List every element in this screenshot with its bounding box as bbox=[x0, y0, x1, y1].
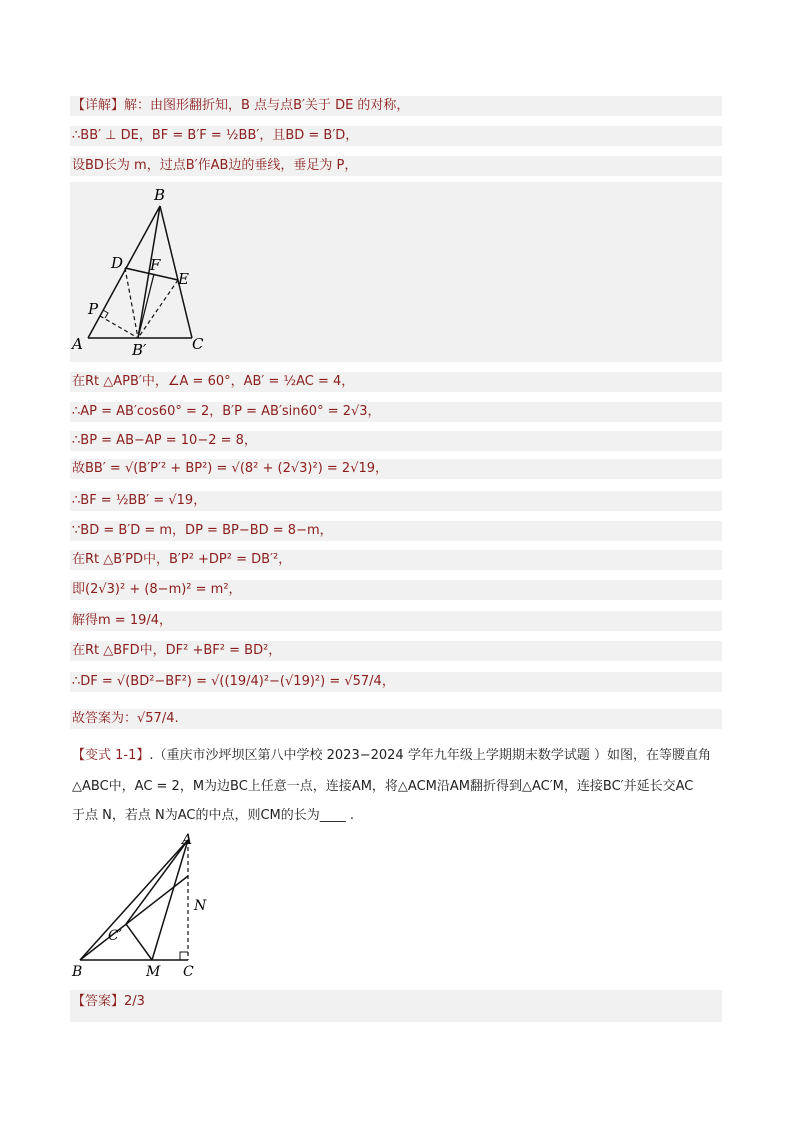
right-triangle-figure bbox=[70, 832, 250, 980]
label-B2: B bbox=[72, 964, 83, 980]
solution-line-2: ∴BB′ ⊥ DE，BF = B′F = ½BB′，且BD = B′D， bbox=[70, 126, 722, 146]
solution-line-7: 故BB′ = √(B′P′² + BP²) = √(8² + (2√3)²) = 2√19， bbox=[70, 459, 722, 479]
variant-line-3: 于点 N，若点 N为AC的中点，则CM的长为____ . bbox=[72, 808, 355, 823]
label-N: N bbox=[194, 898, 207, 914]
label-C2: C bbox=[183, 964, 194, 980]
variant-line-2: △ABC中，AC = 2，M为边BC上任意一点，连接AM，将△ACM沿AM翻折得到△AC′M，连接BC′并延长交AC bbox=[72, 779, 694, 794]
label-P: P bbox=[88, 300, 99, 318]
label-A: A bbox=[72, 335, 83, 353]
label-F: F bbox=[150, 256, 161, 274]
solution-line-3: 设BD长为 m，过点B′作AB边的垂线，垂足为 P， bbox=[70, 156, 722, 176]
variant-line-1: 【变式 1-1】.（重庆市沙坪坝区第八中学校 2023−2024 学年九年级上学期期末数学试题 ）如图，在等腰直角 bbox=[72, 748, 711, 763]
variant-tag: 【变式 1-1】 bbox=[72, 748, 150, 763]
solution-line-5: ∴AP = AB′cos60° = 2，B′P = AB′sin60° = 2√3， bbox=[70, 402, 722, 422]
label-Bprime: B′ bbox=[132, 341, 147, 359]
solution-line-8: ∴BF = ½BB′ = √19， bbox=[70, 491, 722, 511]
solution-line-1: 【详解】解：由图形翻折知，B 点与点B′关于 DE 的对称， bbox=[70, 96, 722, 116]
label-C: C bbox=[192, 335, 204, 353]
triangle-fold-figure bbox=[70, 182, 722, 362]
solution-line-15: 故答案为：√57/4. bbox=[70, 709, 722, 729]
solution-line-11: 即(2√3)² + (8−m)² = m²， bbox=[70, 580, 722, 600]
solution-line-14: ∴DF = √(BD²−BF²) = √((19/4)²−(√19)²) = √57/4， bbox=[70, 672, 722, 692]
solution-line-12: 解得m = 19/4， bbox=[70, 611, 722, 631]
right-triangle-diagram bbox=[70, 832, 250, 980]
answer-tag: 【答案】 bbox=[72, 994, 125, 1009]
label-B: B bbox=[154, 186, 166, 204]
answer-row bbox=[70, 990, 722, 1022]
solution-line-6: ∴BP = AB−AP = 10−2 = 8， bbox=[70, 431, 722, 451]
solution-line-4: 在Rt △APB′中，∠A = 60°，AB′ = ½AC = 4， bbox=[70, 372, 722, 392]
answer-value: 2/3 bbox=[124, 994, 145, 1009]
triangle-fold-diagram bbox=[70, 182, 230, 362]
solution-line-10: 在Rt △B′PD中，B′P² +DP² = DB′²， bbox=[70, 550, 722, 570]
solution-line-9: ∵BD = B′D = m，DP = BP−BD = 8−m， bbox=[70, 521, 722, 541]
label-E: E bbox=[178, 270, 189, 288]
detail-tag: 【详解】 bbox=[72, 98, 125, 113]
solution-line-13: 在Rt △BFD中，DF² +BF² = BD²， bbox=[70, 641, 722, 661]
label-A2: A bbox=[182, 832, 193, 848]
label-Cprime: C′ bbox=[108, 928, 122, 944]
label-M: M bbox=[146, 964, 161, 980]
label-D: D bbox=[111, 254, 124, 272]
